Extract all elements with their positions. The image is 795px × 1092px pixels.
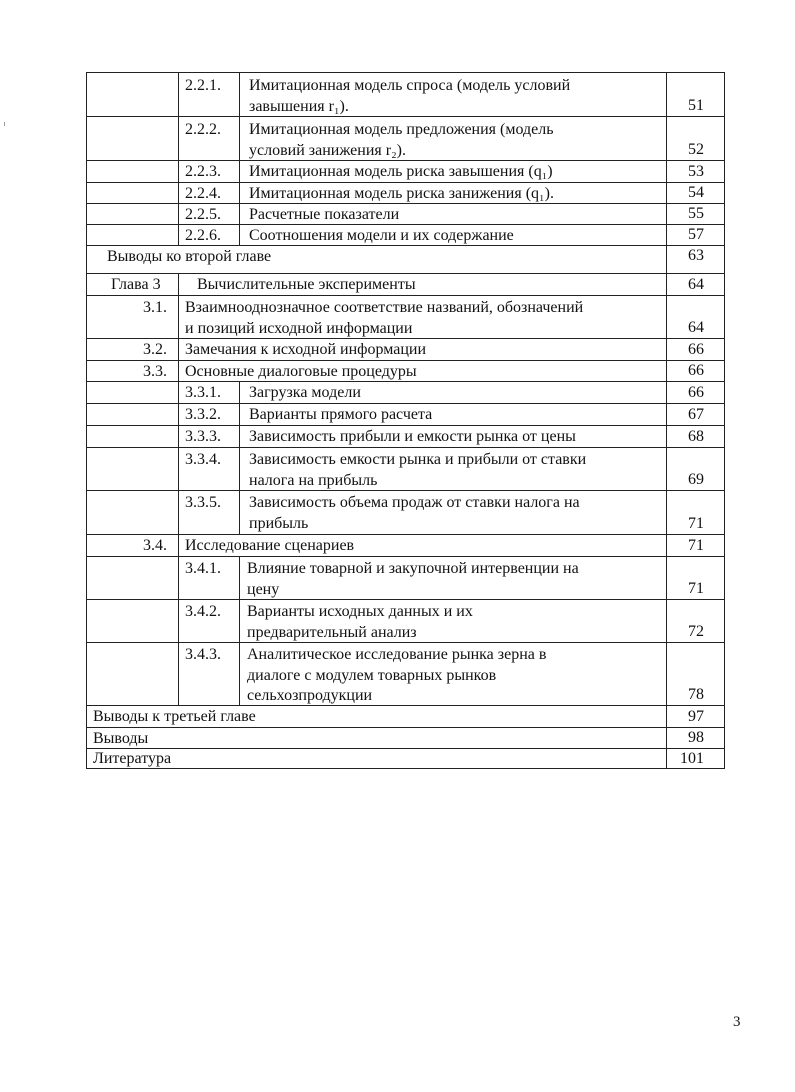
toc-page: 98	[688, 729, 704, 746]
toc-page: 71	[688, 537, 704, 554]
toc-row	[87, 361, 724, 382]
table-of-contents	[86, 72, 725, 769]
toc-number: 3.2.	[143, 341, 167, 358]
toc-number: 3.4.	[143, 537, 167, 554]
toc-title-line: Вычислительные эксперименты	[197, 276, 416, 293]
toc-title-line: налога на прибыль	[249, 472, 378, 489]
toc-row	[87, 339, 724, 361]
toc-row	[87, 382, 724, 404]
toc-number: 3.3.4.	[185, 451, 221, 468]
toc-page: 66	[688, 341, 704, 358]
toc-title-line: Имитационная модель предложения (модель	[249, 121, 554, 138]
toc-page: 69	[688, 471, 704, 488]
toc-title-line: прибыль	[249, 515, 309, 532]
toc-number: 3.3.1.	[185, 384, 221, 401]
toc-title-line: Влияние товарной и закупочной интервенции на	[247, 560, 579, 577]
toc-page: 54	[688, 184, 704, 201]
toc-title-line: Взаимнооднозначное соответствие названий, обозначений	[185, 299, 584, 316]
toc-title-line: Исследование сценариев	[185, 537, 355, 554]
toc-page-cell	[666, 246, 724, 273]
scan-mark	[4, 122, 5, 126]
toc-title-line: Аналитическое исследование рынка зерна в	[247, 646, 547, 663]
toc-page-cell	[666, 557, 724, 599]
toc-title-line: Имитационная модель риска завышения (q₁)	[249, 163, 553, 180]
toc-number: 3.4.3.	[185, 646, 221, 663]
toc-page-cell	[666, 643, 724, 705]
toc-title-line: Зависимость емкости рынка и прибыли от ставки	[249, 451, 587, 468]
toc-title-line: Литература	[93, 750, 172, 767]
toc-title-line: Зависимость объема продаж от ставки налога на	[249, 494, 580, 511]
toc-number: Глава 3	[111, 276, 161, 293]
toc-number: 2.2.5.	[185, 206, 221, 223]
toc-number: 3.3.5.	[185, 494, 221, 511]
toc-title-line: Выводы	[93, 730, 149, 747]
toc-page-cell	[666, 296, 724, 338]
toc-page-cell	[666, 426, 724, 447]
toc-row	[87, 117, 724, 161]
toc-page-cell	[666, 404, 724, 425]
toc-page: 57	[688, 226, 704, 243]
toc-title-line: Расчетные показатели	[249, 206, 400, 223]
toc-page: 64	[688, 276, 704, 293]
toc-page-cell	[666, 274, 724, 295]
toc-number: 2.2.3.	[185, 163, 221, 180]
toc-row	[87, 535, 724, 557]
toc-row	[87, 448, 724, 491]
toc-number: 2.2.2.	[185, 121, 221, 138]
toc-number: 2.2.1.	[185, 77, 221, 94]
toc-title-line: Имитационная модель спроса (модель условий	[249, 77, 571, 94]
toc-row	[87, 183, 724, 204]
toc-page: 63	[688, 247, 704, 264]
toc-number: 3.1.	[143, 299, 167, 316]
toc-page-cell	[666, 117, 724, 160]
toc-title-line: Загрузка модели	[249, 384, 361, 401]
toc-page-cell	[666, 728, 724, 748]
toc-title-line: предварительный анализ	[247, 624, 417, 641]
toc-page: 101	[680, 750, 704, 767]
toc-page-cell	[666, 183, 724, 203]
toc-page: 53	[688, 163, 704, 180]
toc-page: 64	[688, 319, 704, 336]
toc-row	[87, 204, 724, 225]
toc-page: 78	[688, 686, 704, 703]
toc-title-line: условий занижения r₂).	[249, 142, 406, 159]
toc-page: 72	[688, 623, 704, 640]
toc-title-line: и позиций исходной информации	[185, 320, 413, 337]
toc-number: 2.2.4.	[185, 185, 221, 202]
toc-row	[87, 296, 724, 339]
toc-title-line: Варианты прямого расчета	[249, 406, 433, 423]
toc-page: 71	[688, 580, 704, 597]
toc-row	[87, 225, 724, 246]
toc-row	[87, 426, 724, 448]
toc-title-line: цену	[247, 581, 280, 598]
toc-page: 66	[688, 362, 704, 379]
toc-title-line: Замечания к исходной информации	[185, 341, 427, 358]
toc-row	[87, 161, 724, 183]
toc-page-cell	[666, 161, 724, 182]
toc-row	[87, 706, 724, 728]
toc-number: 3.4.1.	[185, 560, 221, 577]
toc-title-line: Основные диалоговые процедуры	[185, 363, 417, 380]
toc-title-line: диалоге с модулем товарных рынков	[247, 667, 497, 684]
toc-number: 2.2.6.	[185, 227, 221, 244]
toc-page-cell	[666, 706, 724, 727]
toc-page: 71	[688, 515, 704, 532]
page-number: 3	[733, 1014, 741, 1030]
toc-title-line: Выводы к третьей главе	[93, 708, 256, 725]
toc-row	[87, 749, 724, 768]
toc-page: 55	[688, 205, 704, 222]
toc-row	[87, 274, 724, 296]
toc-row	[87, 246, 724, 274]
toc-title-line: Выводы ко второй главе	[107, 248, 272, 265]
toc-page-cell	[666, 361, 724, 381]
toc-page-cell	[666, 204, 724, 224]
toc-page-cell	[666, 749, 724, 768]
toc-page-cell	[666, 382, 724, 403]
toc-row	[87, 73, 724, 117]
toc-page-cell	[666, 339, 724, 360]
toc-number: 3.3.2.	[185, 406, 221, 423]
toc-number: 3.4.2.	[185, 603, 221, 620]
toc-title-line: Соотношения модели и их содержание	[249, 227, 514, 244]
toc-number: 3.3.3.	[185, 428, 221, 445]
toc-row	[87, 728, 724, 749]
toc-page-cell	[666, 535, 724, 556]
toc-page: 67	[688, 406, 704, 423]
toc-title-line: Зависимость прибыли и емкости рынка от цены	[249, 428, 576, 445]
toc-number: 3.3.	[143, 363, 167, 380]
toc-row	[87, 600, 724, 643]
toc-page: 52	[688, 141, 704, 158]
toc-title-line: завышения r₁).	[249, 98, 349, 115]
toc-page-cell	[666, 491, 724, 534]
toc-title-line: Варианты исходных данных и их	[247, 603, 473, 620]
toc-page-cell	[666, 73, 724, 116]
toc-page: 66	[688, 384, 704, 401]
toc-page-cell	[666, 225, 724, 245]
toc-page: 51	[688, 97, 704, 114]
toc-page-cell	[666, 600, 724, 642]
toc-row	[87, 491, 724, 535]
toc-title-line: сельхозпродукции	[247, 687, 373, 704]
toc-title-line: Имитационная модель риска занижения (q₁).	[249, 185, 554, 202]
toc-row	[87, 404, 724, 426]
toc-page: 97	[688, 708, 704, 725]
toc-row	[87, 643, 724, 706]
toc-row	[87, 557, 724, 600]
toc-page: 68	[688, 428, 704, 445]
toc-page-cell	[666, 448, 724, 490]
